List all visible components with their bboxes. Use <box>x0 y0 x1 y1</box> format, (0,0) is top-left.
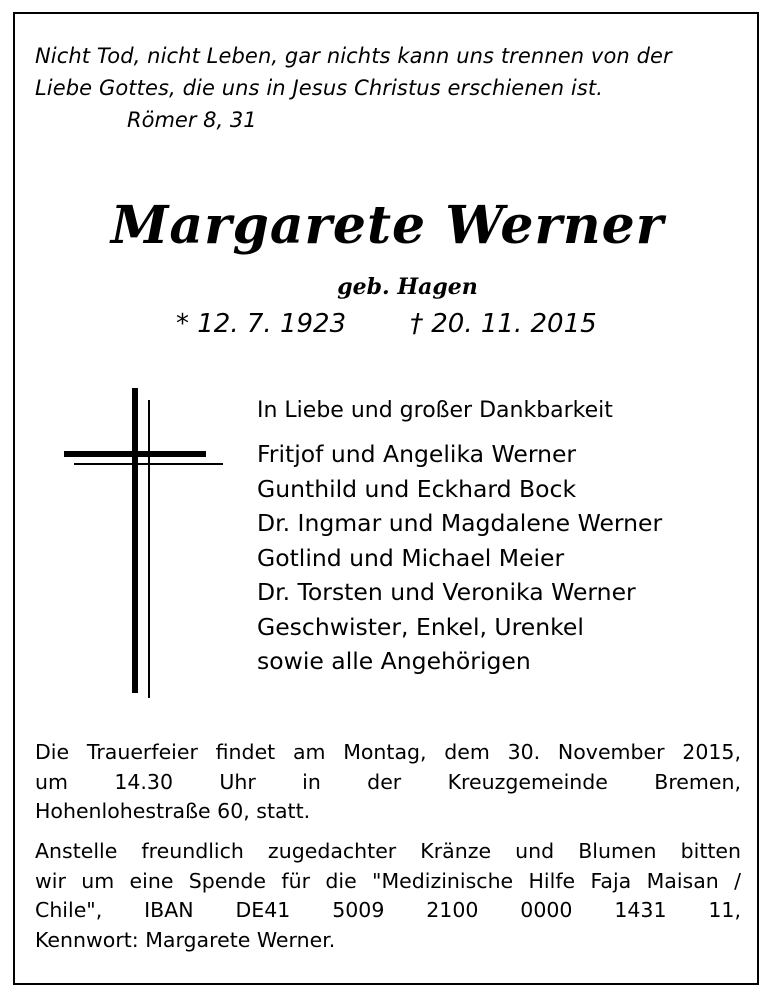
list-item: Dr. Torsten und Veronika Werner <box>257 578 636 606</box>
bible-quote-line-2: Liebe Gottes, die uns in Jesus Christus erschienen ist. <box>35 76 604 100</box>
donation-line: Chile", IBAN DE41 5009 2100 0000 1431 11, <box>35 898 741 922</box>
list-item: Gunthild und Eckhard Bock <box>257 474 577 503</box>
dedication-line: In Liebe und großer Dankbarkeit <box>257 398 613 423</box>
list-item: Fritjof und Angelika Werner <box>257 440 577 468</box>
list-item: sowie alle Angehörigen <box>257 647 531 675</box>
donation-line: Anstelle freundlich zugedachter Kränze und Blumen bitten <box>35 839 741 863</box>
service-line: Hohenlohestraße 60, statt. <box>35 799 311 823</box>
list-item: Gotlind und Michael Meier <box>257 543 565 572</box>
service-line: Die Trauerfeier findet am Montag, dem 30. November 2015, <box>35 740 741 764</box>
bible-quote-reference: Römer 8, 31 <box>127 108 257 132</box>
mourners-list <box>257 437 662 679</box>
bible-quote-line-1: Nicht Tod, nicht Leben, gar nichts kann uns trennen von der <box>35 44 672 68</box>
death-date: † 20. 11. 2015 <box>410 309 597 339</box>
birth-date: * 12. 7. 1923 <box>176 309 347 339</box>
donation-request <box>35 837 741 955</box>
donation-line: Kennwort: Margarete Werner. <box>35 927 336 952</box>
donation-line: wir um eine Spende für die "Medizinische Hilfe Faja Maisan / <box>35 868 741 893</box>
maiden-name: geb. Hagen <box>337 274 478 300</box>
list-item: Dr. Ingmar und Magdalene Werner <box>257 509 663 537</box>
funeral-service-info <box>35 738 741 827</box>
service-line: um 14.30 Uhr in der Kreuzgemeinde Bremen, <box>35 769 741 794</box>
deceased-name: Margarete Werner <box>110 195 665 256</box>
list-item: Geschwister, Enkel, Urenkel <box>257 612 584 641</box>
